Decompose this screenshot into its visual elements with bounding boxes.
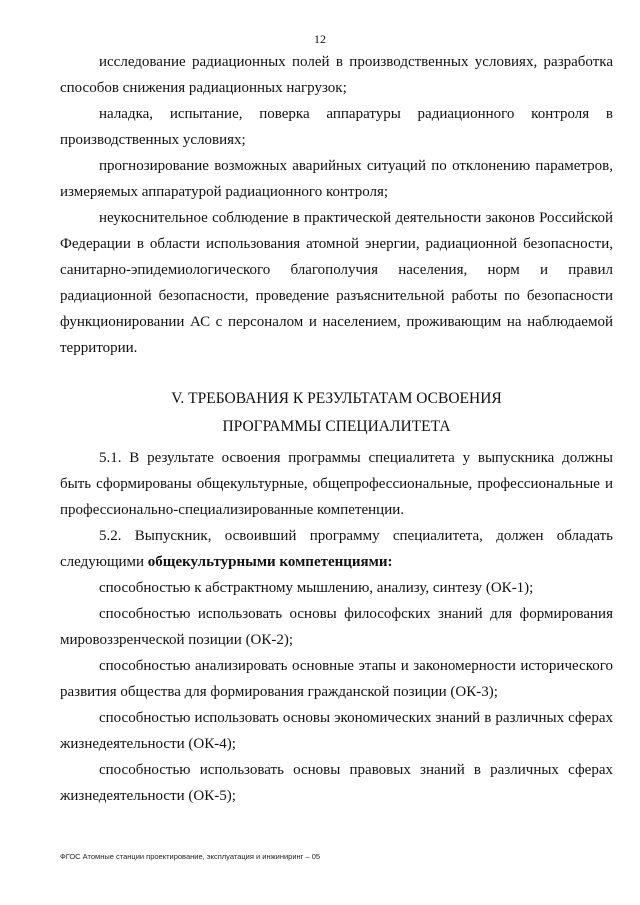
competency-item: способностью анализировать основные этапы и закономерности исторического развития общества для формирования гражданской позиции (ОК-3); — [60, 658, 613, 700]
page-footer: ФГОС Атомные станции проектирование, эксплуатация и инжиниринг – 05 — [60, 852, 321, 861]
paragraph: исследование радиационных полей в производственных условиях, разработка способов снижения радиационных нагрузок; — [60, 54, 613, 96]
competency-item: способностью использовать основы правовых знаний в различных сферах жизнедеятельности (ОК-5); — [60, 762, 613, 804]
paragraph-5-2-bold: общекультурными компетенциями: — [147, 554, 393, 570]
paragraph: прогнозирование возможных аварийных ситуаций по отклонению параметров, измеряемых аппаратурой радиационного контроля; — [60, 158, 613, 200]
document-body — [60, 49, 613, 809]
section-heading-line-1: V. ТРЕБОВАНИЯ К РЕЗУЛЬТАТАМ ОСВОЕНИЯ — [171, 390, 502, 407]
competency-item: способностью использовать основы философских знаний для формирования мировоззренческой позиции (ОК-2); — [60, 606, 613, 648]
section-heading-line-2: ПРОГРАММЫ СПЕЦИАЛИТЕТА — [222, 418, 451, 435]
page-number: 12 — [314, 32, 326, 46]
paragraph-5-1: 5.1. В результате освоения программы специалитета у выпускника должны быть сформированы общекультурные, общепрофессиональные, профессиональные и профессионально-специализированные компетенции. — [60, 450, 613, 518]
competency-item: способностью использовать основы экономических знаний в различных сферах жизнедеятельности (ОК-4); — [60, 710, 613, 752]
paragraph: неукоснительное соблюдение в практической деятельности законов Российской Федерации в области использования атомной энергии, радиационной безопасности, санитарно-эпидемиологического благополучия населения, норм и правил радиационной безопасности, проведение разъяснительной работы по безопасности функционировании АС с персоналом и населением, проживающим на наблюдаемой территории. — [60, 210, 613, 356]
paragraph: наладка, испытание, поверка аппаратуры радиационного контроля в производственных условиях; — [60, 106, 613, 148]
paragraph-5-2 — [60, 523, 613, 575]
paragraph-5-2-text: 5.2. Выпускник, освоивший программу специалитета, должен обладать следующими — [60, 528, 613, 570]
competency-item: способностью к абстрактному мышлению, анализу, синтезу (ОК-1); — [99, 580, 534, 596]
